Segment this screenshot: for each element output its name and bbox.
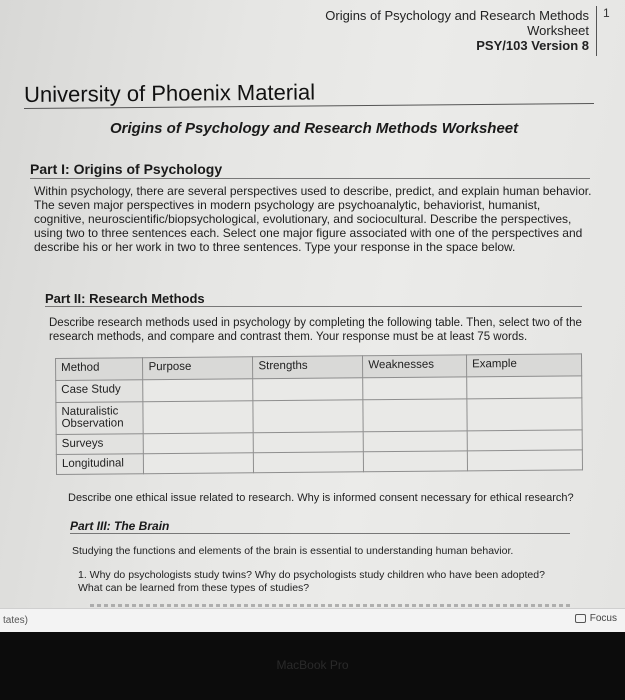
table-cell[interactable] [467,450,582,471]
table-cell[interactable] [363,431,467,452]
focus-button[interactable] [575,613,617,624]
part3-heading: Part III: The Brain [70,519,170,533]
column-header-method: Method [56,358,144,381]
table-cell[interactable] [467,376,582,399]
table-cell[interactable] [364,451,468,472]
table-row [56,450,582,475]
header-title-line1: Origins of Psychology and Research Methods [325,8,589,23]
laptop-bezel-label: MacBook Pro [276,658,349,672]
status-bar-label: tates) [3,615,29,626]
table-cell[interactable] [363,377,467,400]
table-cell[interactable] [144,433,254,454]
part2-heading: Part II: Research Methods [45,291,205,306]
university-title: University of Phoenix Material [24,79,316,107]
part1-instructions: Within psychology, there are several perspectives used to describe, predict, and explain human behavior. The seven major perspectives in modern psychology are psychoanalytic, behaviorist, humanist, cognitive, neuroscientific/biopsychological, evolutionary, and sociocultural. Describe the perspectives, using two to three sentences each. Select one major figure associated with one of the perspectives and describe his or her work in two to three sentences. Type your response in the space below. [34,184,592,254]
table-cell[interactable] [254,432,364,453]
method-cell: Case Study [56,380,144,403]
part3-rule [70,533,570,534]
column-header-weaknesses: Weaknesses [363,355,467,378]
table-cell[interactable] [144,453,254,474]
page-number: 1 [603,6,610,20]
header-divider [596,6,597,56]
part1-rule [30,178,590,179]
table-cell[interactable] [467,398,582,431]
table-cell[interactable] [143,379,253,402]
ethics-question: Describe one ethical issue related to research. Why is informed consent necessary for ethical research? [68,492,574,504]
part3-question-1: 1. Why do psychologists study twins? Why do psychologists study children who have been adopted? What can be learned from these types of studies? [78,569,545,594]
part2-rule [45,306,582,307]
document-title: Origins of Psychology and Research Methods Worksheet [110,120,519,137]
table-cell[interactable] [467,430,582,451]
method-cell: Longitudinal [56,454,144,475]
part1-heading: Part I: Origins of Psychology [30,161,223,177]
part2-instructions: Describe research methods used in psychology by completing the following table. Then, select two of the research methods, and compare and contrast them. Your response must be at least 75 words. [49,317,582,343]
table-cell[interactable] [253,400,363,433]
column-header-example: Example [466,354,581,377]
part3-intro: Studying the functions and elements of the brain is essential to understanding human behavior. [72,545,514,557]
running-header [325,8,589,53]
table-cell[interactable] [143,401,253,434]
table-cell[interactable] [363,399,467,432]
column-header-purpose: Purpose [143,357,253,380]
table-cell[interactable] [254,452,364,473]
table-row [56,398,582,435]
header-version: PSY/103 Version 8 [476,38,589,53]
table-cell[interactable] [253,378,363,401]
method-cell: Naturalistic Observation [56,402,144,435]
research-methods-table [55,353,583,475]
focus-icon [575,614,586,623]
cutoff-text-fragment [90,604,570,607]
focus-label: Focus [589,613,617,624]
status-bar [0,608,625,632]
column-header-strengths: Strengths [253,356,363,379]
header-title-line2: Worksheet [527,23,589,38]
method-cell: Surveys [56,434,144,455]
